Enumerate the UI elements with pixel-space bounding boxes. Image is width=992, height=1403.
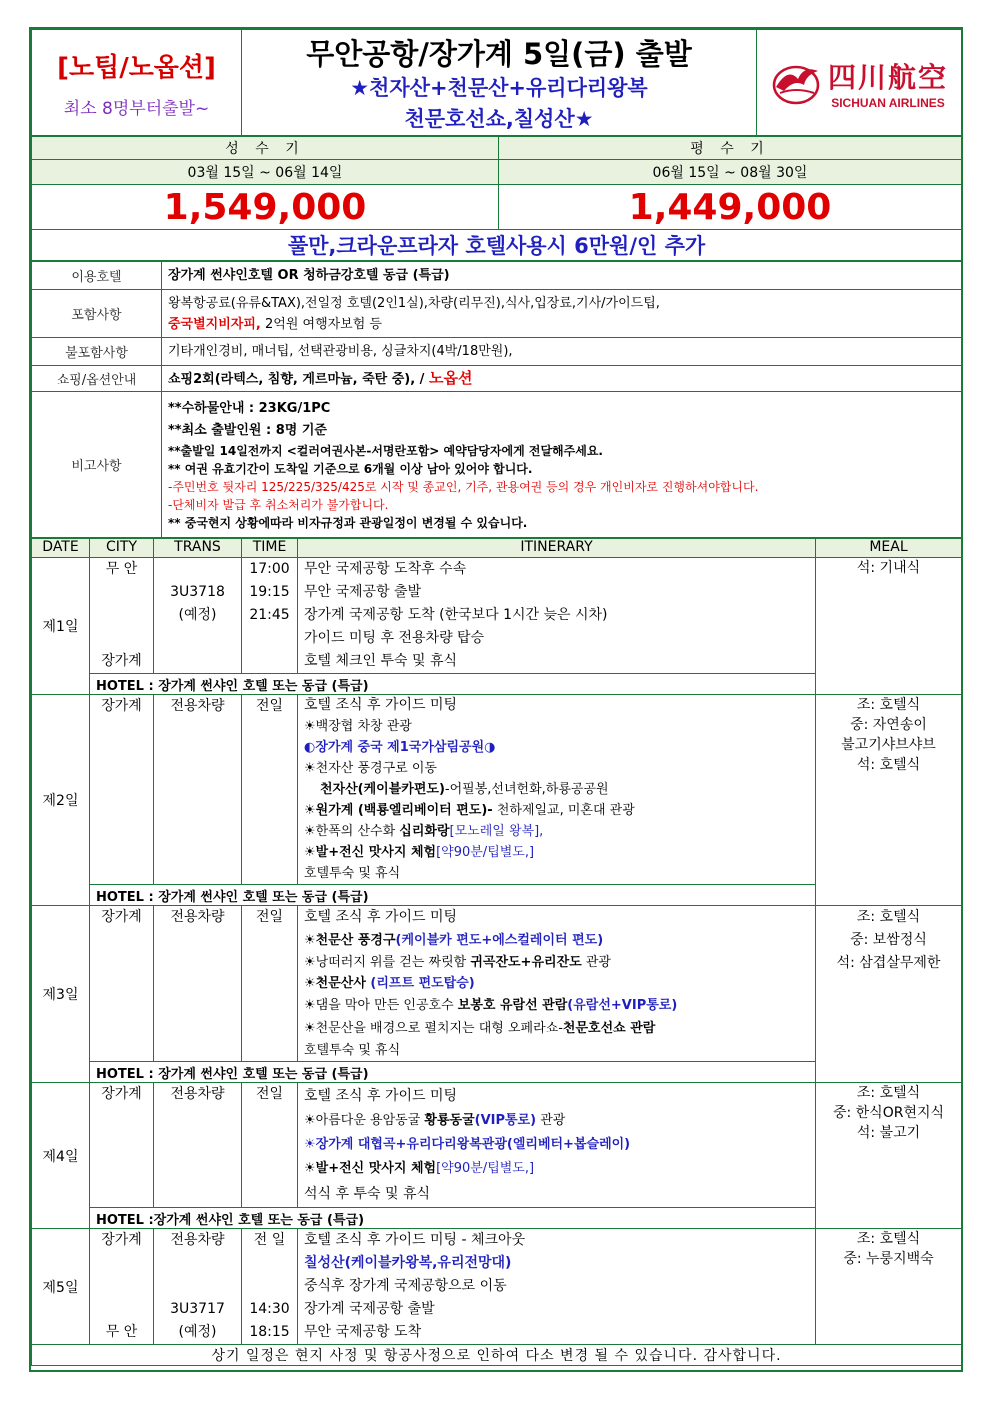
day2-meal (816, 695, 962, 906)
day5-time3: 18:15 (249, 1324, 290, 1340)
col-itinerary: ITINERARY (298, 539, 816, 558)
peak-season-label: 성 수 기 (32, 137, 499, 160)
day2-line7-blue: [모노레일 왕복], (449, 824, 544, 839)
day2-trans-text: 전용차량 (170, 698, 225, 714)
col-city: CITY (90, 539, 154, 558)
day3-line3-pre: ☀낭떠러지 위를 걷는 짜릿함 (304, 955, 471, 970)
included-value (162, 290, 962, 338)
day4-line2-post: 관광 (536, 1113, 566, 1128)
day2-label: 제2일 (32, 695, 90, 906)
day5-time2: 14:30 (249, 1301, 290, 1317)
day5-city (90, 1229, 154, 1345)
col-meal: MEAL (816, 539, 962, 558)
remark-min-people: **최소 출발인원 : 8명 기준 (168, 422, 327, 438)
day2-itinerary (298, 695, 816, 885)
day3-time-text: 전일 (255, 909, 284, 925)
col-trans: TRANS (154, 539, 242, 558)
day4-line2-blue: (VIP통로) (474, 1113, 537, 1128)
hotel-label: 이용호텔 (32, 262, 162, 290)
shopping-value (162, 366, 962, 392)
day4-line4-blue: [약90분/팁별도,] (436, 1161, 535, 1176)
day3-time (242, 906, 298, 1062)
day4-line5: 석식 후 투숙 및 휴식 (304, 1186, 430, 1202)
remark-baggage: **수하물안내 : 23KG/1PC (168, 400, 331, 416)
day3-line3 (304, 952, 815, 973)
included-line1: 왕복항공료(유류&TAX),전일정 호텔(2인1실),차량(리무진),식사,입장료,기사/가이드팁, (168, 295, 660, 311)
day5-breakfast: 조: 호텔식 (856, 1231, 921, 1247)
day1-hotel: HOTEL : 장가계 썬샤인 호텔 또는 동급 (특급) (90, 674, 816, 695)
remarks-value (162, 392, 962, 538)
day2-line5-main: 천자산(케이블카편도) (320, 782, 445, 797)
day3-line1: 호텔 조식 후 가이드 미팅 (304, 909, 458, 925)
included-label: 포함사항 (32, 290, 162, 338)
day1-line1: 무안 국제공항 도착후 수속 (304, 561, 467, 577)
day3-line4-blue: (리프트 편도탑승) (370, 976, 475, 991)
day5-line4: 장가계 국제공항 출발 (304, 1301, 435, 1317)
airline-name-cn: 四川航空 (827, 60, 948, 94)
day3-line6 (304, 1017, 815, 1040)
min-people-note: 최소 8명부터출발~ (63, 98, 210, 119)
remark-passport-validity: ** 여권 유효기간이 도착일 기준으로 6개월 이상 남아 있어야 합니다. (168, 461, 533, 476)
day3-line7: 호텔투숙 및 휴식 (304, 1043, 401, 1058)
day5-trans-text: 전용차량 (170, 1232, 225, 1248)
day2-trans (154, 695, 242, 885)
day5-times (242, 1229, 298, 1345)
day3-line5-pre: ☀댐을 막아 만든 인공호수 (304, 998, 458, 1013)
airline-logo-cell (757, 30, 962, 136)
day5-line3: 중식후 장가계 국제공항으로 이동 (304, 1278, 507, 1294)
day4-line4-main: ☀발+전신 맛사지 체험 (304, 1161, 437, 1176)
day3-lunch: 중: 보쌈정식 (850, 932, 927, 948)
remarks-label: 비고사항 (32, 392, 162, 538)
day1-flight-note: (예정) (178, 607, 217, 623)
hotel-value: 장가계 썬샤인호텔 OR 청하금강호텔 동급 (특급) (162, 262, 962, 290)
day1-line2: 무안 국제공항 출발 (304, 584, 422, 600)
day2-line3: ◐장가계 중국 제1국가삼림공원◑ (304, 740, 496, 755)
itinerary-table (31, 538, 962, 1366)
day2-dinner: 석: 호텔식 (856, 757, 921, 773)
page-title: 무안공항/장가계 5일(금) 출발 (306, 37, 692, 71)
col-time: TIME (242, 539, 298, 558)
day5-meal (816, 1229, 962, 1345)
off-price: 1,449,000 (628, 186, 832, 228)
day5-trans (154, 1229, 242, 1345)
day4-trans (154, 1083, 242, 1208)
day4-meal (816, 1083, 962, 1229)
day2-line9: 호텔투숙 및 휴식 (304, 866, 401, 881)
day4-city (90, 1083, 154, 1208)
day3-dinner: 석: 삼겹살무제한 (836, 955, 941, 971)
day4-trans-text: 전용차량 (170, 1086, 225, 1102)
day3-trans-text: 전용차량 (170, 909, 225, 925)
day4-breakfast: 조: 호텔식 (856, 1085, 921, 1101)
day3-city-text: 장가계 (101, 909, 142, 925)
day5-flight-note: (예정) (178, 1324, 217, 1340)
day4-line2 (304, 1109, 815, 1133)
day3-line6-pre: ☀천문산을 배경으로 펼치지는 대형 오페라쇼- (304, 1021, 563, 1036)
shopping-text: 쇼핑2회(라텍스, 침향, 게르마늄, 죽탄 중), / (168, 371, 425, 387)
day2-city-text: 장가계 (101, 698, 142, 714)
sichuan-airlines-logo (757, 30, 961, 135)
day2-line1: 호텔 조식 후 가이드 미팅 (304, 697, 458, 713)
day1-trans (154, 558, 242, 674)
day4-line2-pre: ☀아름다운 용암동굴 (304, 1113, 425, 1128)
day4-lunch: 중: 한식OR현지식 (832, 1105, 945, 1121)
day2-lunch-2: 불고기샤브샤브 (841, 737, 936, 753)
day2-line4: ☀천자산 풍경구로 이동 (304, 761, 437, 776)
footer-note: 상기 일정은 현지 사정 및 항공사정으로 인하여 다소 변경 될 수 있습니다. 감사합니다. (32, 1345, 962, 1366)
day1-itinerary (298, 558, 816, 674)
insurance-included: 2억원 여행자보험 등 (260, 316, 382, 332)
day5-city-origin: 장가계 (101, 1232, 142, 1248)
day2-line5-rest: -어필봉,선녀헌화,하룡공공원 (444, 782, 609, 797)
price-table (31, 136, 962, 261)
day1-times (242, 558, 298, 674)
day1-time3: 21:45 (249, 607, 290, 623)
tour-brochure (29, 27, 963, 1372)
day3-line2 (304, 929, 815, 952)
day4-label: 제4일 (32, 1083, 90, 1229)
surcharge-text: 풀만,크라운프라자 호텔사용시 6만원/인 추가 (287, 234, 706, 258)
day5-line1: 호텔 조식 후 가이드 미팅 - 체크아웃 (304, 1232, 526, 1248)
day2-line7-main: 십리화랑 (399, 824, 450, 839)
remark-personal-visa: -주민번호 뒷자리 125/225/325/425로 시작 및 종교인, 기주, 관용여권 등의 경우 개인비자로 진행하셔야합니다. (168, 479, 759, 494)
day3-line5-main: 보봉호 유람선 관람 (457, 998, 568, 1013)
title-cell (242, 30, 757, 136)
day2-line6-rest: 천하제일교, 미혼대 관광 (492, 803, 635, 818)
day3-line3-post: 관광 (581, 955, 611, 970)
day1-row (32, 558, 962, 674)
peak-price-cell (32, 185, 499, 230)
day5-lunch: 중: 누룽지백숙 (843, 1251, 934, 1267)
day3-meal (816, 906, 962, 1083)
day5-flight: 3U3717 (170, 1301, 225, 1317)
day1-line3: 장가계 국제공항 도착 (한국보다 1시간 늦은 시차) (304, 607, 608, 623)
no-tip-no-option-tag: [노팁/노옵션] (57, 52, 216, 83)
day2-time-text: 전일 (255, 698, 284, 714)
day1-time2: 19:15 (249, 584, 290, 600)
day4-line1: 호텔 조식 후 가이드 미팅 (304, 1088, 458, 1104)
day1-time1: 17:00 (249, 561, 290, 577)
day1-city-origin: 무 안 (105, 561, 138, 577)
day5-row (32, 1229, 962, 1345)
visa-fee-included: 중국별지비자피, (168, 316, 261, 332)
day2-line6-main: ☀원가계 (백룡엘리베이터 편도)- (304, 803, 493, 818)
day2-line2: ☀백장협 차창 관광 (304, 719, 412, 734)
tag-cell (32, 30, 242, 136)
day2-time (242, 695, 298, 885)
day3-breakfast: 조: 호텔식 (856, 909, 921, 925)
day2-breakfast: 조: 호텔식 (856, 697, 921, 713)
bird-icon (770, 57, 822, 109)
day4-time (242, 1083, 298, 1208)
shopping-label: 쇼핑/옵션안내 (32, 366, 162, 392)
off-season-label: 평 수 기 (499, 137, 962, 160)
excluded-label: 불포함사항 (32, 338, 162, 366)
day1-meal: 석: 기내식 (816, 558, 962, 695)
day1-city-dest: 장가계 (101, 653, 142, 669)
subtitle-line1: ★천자산+천문산+유리다리왕복 (350, 76, 648, 100)
day3-label: 제3일 (32, 906, 90, 1083)
remark-passport-copy: **출발일 14일전까지 <컬러여권사본-서명란포함> 예약담당자에게 전달해주세요. (168, 443, 603, 458)
day3-line3-main: 귀곡잔도+유리잔도 (470, 955, 582, 970)
day3-line5-blue: (유람선+VIP통로) (567, 998, 678, 1013)
day1-line4: 가이드 미팅 후 전용차량 탑승 (304, 630, 485, 646)
day5-city-dest: 무 안 (105, 1324, 138, 1340)
day3-line6-main: 천문호선쇼 관람 (562, 1021, 656, 1036)
day4-row (32, 1083, 962, 1208)
day3-line4-main: ☀천문산사 (304, 976, 371, 991)
day4-line2-main: 황룡동굴 (424, 1113, 475, 1128)
remark-visa-change: ** 중국현지 상황에따라 비자규정과 관광일정이 변경될 수 있습니다. (168, 515, 528, 530)
day4-time-text: 전일 (255, 1086, 284, 1102)
day1-city (90, 558, 154, 674)
day4-line4 (304, 1157, 815, 1181)
airline-name-en: SICHUAN AIRLINES (831, 95, 945, 110)
day2-line7 (304, 821, 815, 842)
day2-hotel: HOTEL : 장가계 썬샤인 호텔 또는 동급 (특급) (90, 885, 816, 906)
header-table (31, 29, 962, 136)
peak-season-period: 03월 15일 ~ 06월 14일 (32, 160, 499, 185)
day4-dinner: 석: 불고기 (856, 1125, 921, 1141)
day1-flight: 3U3718 (170, 584, 225, 600)
remark-visa-cancel: -단체비자 발급 후 취소처리가 불가합니다. (168, 497, 389, 512)
info-table (31, 261, 962, 538)
hotel-surcharge-notice (32, 230, 962, 261)
day3-line4 (304, 973, 815, 994)
day2-line5 (304, 779, 815, 800)
excluded-value: 기타개인경비, 매너팁, 선택관광비용, 싱글차지(4박/18만원), (162, 338, 962, 366)
off-price-cell (499, 185, 962, 230)
day5-line5: 무안 국제공항 도착 (304, 1324, 422, 1340)
day2-line8-main: ☀발+전신 맛사지 체험 (304, 845, 437, 860)
day5-itinerary (298, 1229, 816, 1345)
day4-itinerary (298, 1083, 816, 1208)
day1-line5: 호텔 체크인 투숙 및 휴식 (304, 653, 458, 669)
day5-time1: 전 일 (253, 1232, 286, 1248)
day2-city (90, 695, 154, 885)
day5-label: 제5일 (32, 1229, 90, 1345)
day2-lunch: 중: 자연송이 (850, 717, 927, 733)
day3-hotel: HOTEL : 장가계 썬샤인 호텔 또는 동급 (특급) (90, 1062, 816, 1083)
day2-line6 (304, 800, 815, 821)
day3-city (90, 906, 154, 1062)
day2-line7-pre: ☀한폭의 산수화 (304, 824, 400, 839)
day3-itinerary (298, 906, 816, 1062)
day4-hotel: HOTEL :장가계 썬샤인 호텔 또는 동급 (특급) (90, 1208, 816, 1229)
day3-line2-blue: (케이블카 편도+에스컬레이터 편도) (395, 933, 604, 948)
day4-city-text: 장가계 (101, 1086, 142, 1102)
subtitle-line2: 천문호선쇼,칠성산★ (404, 107, 594, 131)
day2-line8-blue: [약90분/팁별도,] (436, 845, 535, 860)
day4-line3: ☀장가계 대협곡+유리다리왕복관광(엘리베터+봅슬레이) (304, 1137, 631, 1152)
col-date: DATE (32, 539, 90, 558)
day3-line2-main: ☀천문산 풍경구 (304, 933, 396, 948)
day1-label: 제1일 (32, 558, 90, 695)
day2-row (32, 695, 962, 885)
no-option-text: 노옵션 (428, 368, 473, 387)
day3-line5 (304, 994, 815, 1017)
peak-price: 1,549,000 (163, 186, 367, 228)
day5-line2: 칠성산(케이블카왕복,유리전망대) (304, 1255, 512, 1271)
included-line2 (168, 314, 961, 335)
off-season-period: 06월 15일 ~ 08월 30일 (499, 160, 962, 185)
day3-trans (154, 906, 242, 1062)
day3-row (32, 906, 962, 1062)
day2-line8 (304, 842, 815, 863)
